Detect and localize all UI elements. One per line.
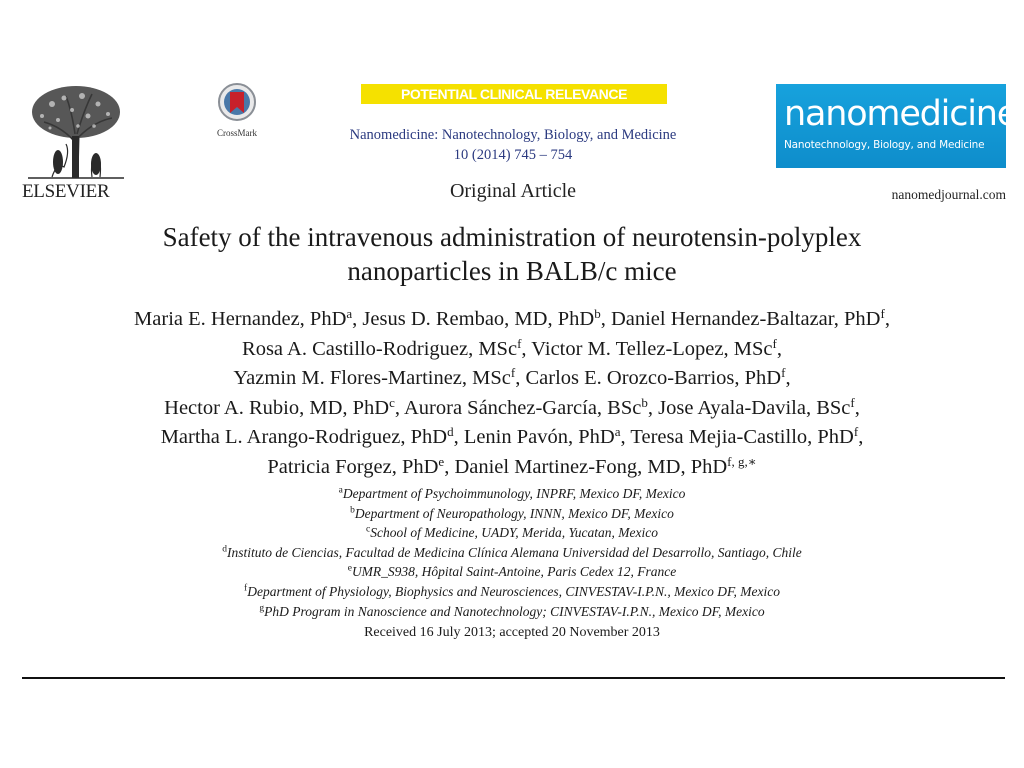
- affiliation: $^d$Instituto de Ciencias, Facultad de Medicina Clínica Alemana Universidad del Desarrollo, Santiago, Chile: [222, 544, 802, 560]
- author: Victor M. Tellez-Lopez, MSc$^f$: [531, 335, 777, 360]
- affiliation: $^g$PhD Program in Nanoscience and Nanotechnology; CINVESTAV-I.P.N., Mexico DF, Mexico: [259, 602, 765, 619]
- affiliation: $^f$Department of Physiology, Biophysics and Neurosciences, CINVESTAV-I.P.N., Mexico DF, Mexico: [244, 583, 780, 599]
- journal-logo: [776, 84, 1018, 168]
- author: Aurora Sánchez-García, BSc$^b$: [404, 394, 648, 419]
- author-line: Yazmin M. Flores-Martinez, MSc$^f$, Carlos E. Orozco-Barrios, PhD$^f$,: [233, 364, 791, 389]
- affiliation: $^a$Department of Psychoimmunology, INPRF, Mexico DF, Mexico: [338, 485, 686, 501]
- crossmark-label: CrossMark: [217, 128, 257, 138]
- author: Teresa Mejia-Castillo, PhD$^f$: [630, 423, 859, 448]
- crossmark-icon: [215, 82, 259, 122]
- affiliation: $^e$UMR_S938, Hôpital Saint-Antoine, Paris Cedex 12, France: [347, 563, 677, 580]
- author: Lenin Pavón, PhD$^a$: [463, 423, 621, 448]
- author-line: Martha L. Arango-Rodriguez, PhD$^d$, Lenin Pavón, PhD$^a$, Teresa Mejia-Castillo, PhD$^f$,: [160, 423, 864, 448]
- author: Hector A. Rubio, MD, PhD$^c$: [164, 394, 395, 419]
- journal-logo-subtitle: Nanotechnology, Biology, and Medicine: [784, 139, 985, 151]
- journal-logo-name: nanomedicine: [784, 94, 1018, 134]
- affiliation: $^c$School of Medicine, UADY, Merida, Yucatan, Mexico: [366, 524, 658, 541]
- affiliation-list: [40, 484, 984, 621]
- crossmark-badge[interactable]: [210, 82, 264, 138]
- author: Martha L. Arango-Rodriguez, PhD$^d$: [160, 423, 454, 448]
- author: Rosa A. Castillo-Rodriguez, MSc$^f$: [242, 335, 522, 360]
- author-list: [20, 305, 1004, 482]
- author: Yazmin M. Flores-Martinez, MSc$^f$: [233, 364, 516, 389]
- author: Maria E. Hernandez, PhD$^a$: [134, 305, 353, 330]
- publisher-name: ELSEVIER: [22, 181, 110, 202]
- author: Daniel Martinez-Fong, MD, PhD$^{f, g,∗}$: [454, 453, 757, 478]
- author-line: Hector A. Rubio, MD, PhD$^c$, Aurora Sánchez-García, BSc$^b$, Jose Ayala-Davila, BSc$^f$,: [164, 394, 860, 419]
- clinical-relevance-banner: POTENTIAL CLINICAL RELEVANCE: [361, 84, 667, 104]
- author-line: Maria E. Hernandez, PhD$^a$, Jesus D. Rembao, MD, PhD$^b$, Daniel Hernandez-Baltazar, PhD$^f$,: [134, 305, 890, 330]
- author: Jesus D. Rembao, MD, PhD$^b$: [362, 305, 601, 330]
- journal-url[interactable]: nanomedjournal.com: [891, 187, 1006, 202]
- title-line: nanoparticles in BALB/c mice: [347, 256, 677, 286]
- author-line: Patricia Forgez, PhD$^e$, Daniel Martinez-Fong, MD, PhD$^{f, g,∗}$: [267, 453, 757, 478]
- received-dates: Received 16 July 2013; accepted 20 November 2013: [364, 625, 660, 640]
- author: Daniel Hernandez-Baltazar, PhD$^f$: [610, 305, 885, 330]
- journal-name: Nanomedicine: Nanotechnology, Biology, and Medicine: [349, 127, 677, 143]
- title-line: Safety of the intravenous administration of neurotensin-polyplex: [162, 222, 862, 252]
- author: Patricia Forgez, PhD$^e$: [267, 453, 445, 478]
- header-divider: [22, 677, 1005, 679]
- affiliation: $^b$Department of Neuropathology, INNN, Mexico DF, Mexico: [350, 504, 674, 521]
- article-type: Original Article: [449, 180, 577, 202]
- author: Jose Ayala-Davila, BSc$^f$: [658, 394, 855, 419]
- author: Carlos E. Orozco-Barrios, PhD$^f$: [525, 364, 786, 389]
- article-title: [40, 220, 984, 288]
- author-line: Rosa A. Castillo-Rodriguez, MSc$^f$, Victor M. Tellez-Lopez, MSc$^f$,: [242, 335, 782, 360]
- journal-citation: 10 (2014) 745 – 754: [453, 147, 573, 163]
